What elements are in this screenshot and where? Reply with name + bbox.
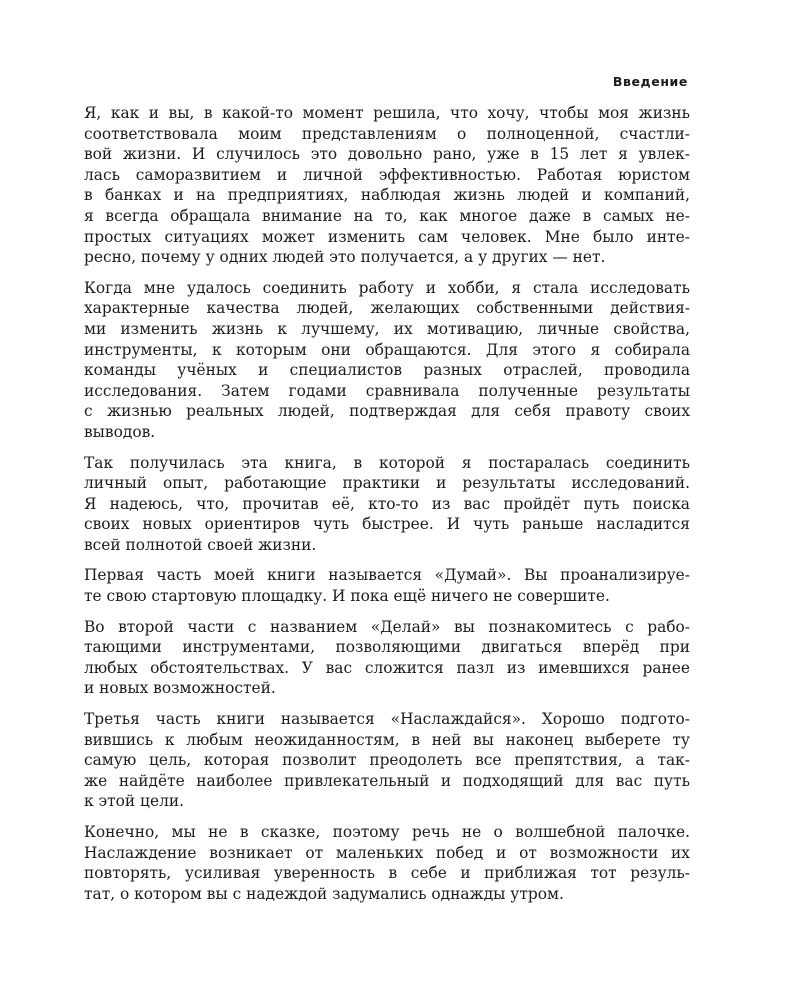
paragraph: [84, 709, 690, 812]
text-line: в банках и на предприятиях, наблюдая жизнь людей и компаний,: [84, 186, 690, 205]
text-line: выводов.: [84, 422, 156, 441]
text-line: Наслаждение возникает от маленьких побед и от возможности их: [84, 843, 690, 862]
text-line: Первая часть моей книги называется «Думай». Вы проанализируе-: [84, 566, 690, 585]
paragraph: [84, 822, 690, 904]
text-line: к этой цели.: [84, 792, 184, 811]
text-line: те свою стартовую площадку. И пока ещё ничего не совершите.: [84, 587, 610, 606]
text-line: Я надеюсь, что, прочитав её, кто-то из вас пройдёт путь поиска: [84, 494, 690, 513]
text-line: ми изменить жизнь к лучшему, их мотивацию, личные свойства,: [84, 319, 690, 338]
body-text: [84, 103, 690, 914]
text-line: ресно, почему у одних людей это получается, а у других — нет.: [84, 248, 606, 267]
text-line: Так получилась эта книга, в которой я постаралась соединить: [84, 453, 690, 472]
text-line: простых ситуациях может изменить сам человек. Мне было инте-: [84, 227, 690, 246]
paragraph: [84, 453, 690, 556]
text-line: соответствовала моим представлениям о полноценной, счастли-: [84, 124, 690, 143]
text-line: я всегда обращала внимание на то, как многое даже в самых не-: [84, 206, 690, 225]
text-line: Конечно, мы не в сказке, поэтому речь не о волшебной палочке.: [84, 823, 690, 841]
text-line: исследования. Затем годами сравнивала полученные результаты: [84, 381, 690, 400]
text-line: повторять, усиливая уверенность в себе и приближая тот резуль-: [84, 864, 690, 883]
text-line: вой жизни. И случилось это довольно рано, уже в 15 лет я увлек-: [84, 145, 690, 164]
text-line: характерные качества людей, желающих собственными действия-: [84, 299, 690, 318]
text-line: Я, как и вы, в какой-то момент решила, что хочу, чтобы моя жизнь: [84, 104, 690, 122]
text-line: своих новых ориентиров чуть быстрее. И чуть раньше насладится: [84, 515, 690, 534]
text-line: всей полнотой своей жизни.: [84, 535, 317, 554]
text-line: тат, о котором вы с надеждой задумались однажды утром.: [84, 884, 564, 903]
text-line: и новых возможностей.: [84, 679, 276, 698]
text-line: с жизнью реальных людей, подтверждая для себя правоту своих: [84, 402, 690, 421]
text-line: команды учёных и специалистов разных отраслей, проводила: [84, 361, 690, 380]
paragraph: [84, 617, 690, 699]
text-line: Во второй части с названием «Делай» вы познакомитесь с рабо-: [84, 617, 690, 636]
paragraph: [84, 565, 690, 606]
text-line: любых обстоятельствах. У вас сложится пазл из имевшихся ранее: [84, 658, 690, 677]
text-line: личный опыт, работающие практики и результаты исследований.: [84, 474, 690, 493]
paragraph: [84, 103, 690, 268]
paragraph: [84, 278, 690, 443]
running-head: Введение: [612, 74, 688, 89]
text-line: Третья часть книги называется «Наслаждайся». Хорошо подгото-: [84, 710, 690, 729]
text-line: тающими инструментами, позволяющими двигаться вперёд при: [84, 638, 690, 657]
text-line: инструменты, к которым они обращаются. Для этого я собирала: [84, 340, 690, 359]
text-line: Когда мне удалось соединить работу и хобби, я стала исследовать: [84, 278, 690, 297]
text-line: лась саморазвитием и личной эффективностью. Работая юристом: [84, 165, 690, 184]
text-line: вившись к любым неожиданностям, в ней вы наконец выберете ту: [84, 730, 690, 749]
text-line: самую цель, которая позволит преодолеть все препятствия, а так-: [84, 751, 690, 770]
text-line: же найдёте наиболее привлекательный и подходящий для вас путь: [84, 771, 690, 790]
